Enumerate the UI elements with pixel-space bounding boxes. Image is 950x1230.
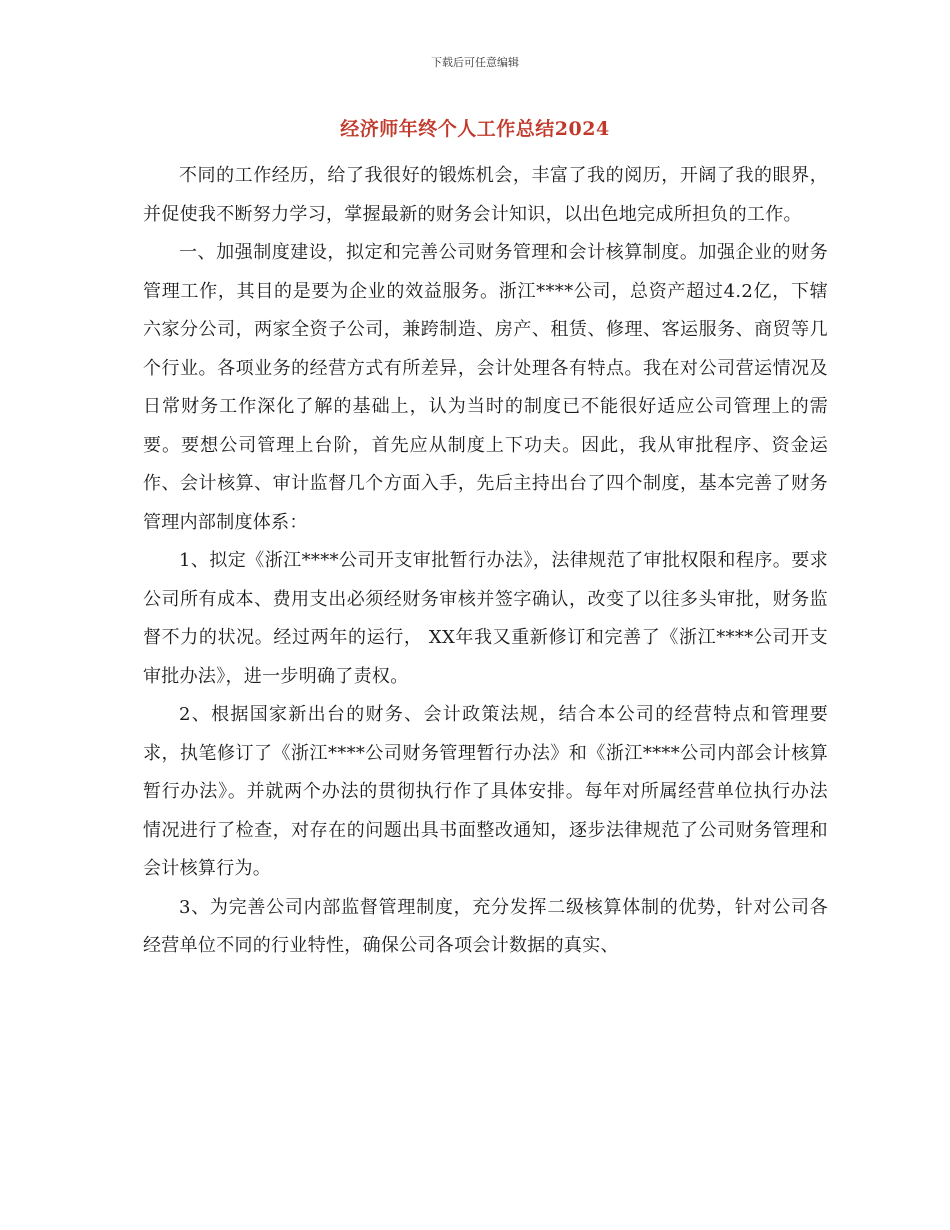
document-body (143, 157, 828, 966)
paragraph-section-1: 一、加强制度建设，拟定和完善公司财务管理和会计核算制度。加强企业的财务管理工作，其目的是要为企业的效益服务。浙江****公司，总资产超过4.2亿，下辖六家分公司，两家全资子公司，兼跨制造、房产、租赁、修理、客运服务、商贸等几个行业。各项业务的经营方式有所差异，会计处理各有特点。我在对公司营运情况及日常财务工作深化了解的基础上，认为当时的制度已不能很好适应公司管理上的需要。要想公司管理上台阶，首先应从制度上下功夫。因此，我从审批程序、资金运作、会计核算、审计监督几个方面入手，先后主持出台了四个制度，基本完善了财务管理内部制度体系： (143, 242, 828, 533)
paragraph-item-3: 3、为完善公司内部监督管理制度，充分发挥二级核算体制的优势，针对公司各经营单位不同的行业特性，确保公司各项会计数据的真实、 (143, 896, 828, 956)
header-note: 下载后可任意编辑 (431, 56, 519, 69)
paragraph-item-2: 2、根据国家新出台的财务、会计政策法规，结合本公司的经营特点和管理要求，执笔修订了《浙江****公司财务管理暂行办法》和《浙江****公司内部会计核算暂行办法》。并就两个办法的贯彻执行作了具体安排。每年对所属经营单位执行办法情况进行了检查，对存在的问题出具书面整改通知，逐步法律规范了公司财务管理和会计核算行为。 (143, 704, 828, 879)
paragraph-intro: 不同的工作经历，给了我很好的锻炼机会，丰富了我的阅历，开阔了我的眼界，并促使我不断努力学习，掌握最新的财务会计知识，以出色地完成所担负的工作。 (143, 165, 828, 225)
paragraph-item-1: 1、拟定《浙江****公司开支审批暂行办法》，法律规范了审批权限和程序。要求公司所有成本、费用支出必须经财务审核并签字确认，改变了以往多头审批，财务监督不力的状况。经过两年的运行， XX年我又重新修订和完善了《浙江****公司开支审批办法》，进一步明确了责权。 (143, 550, 828, 687)
document-title: 经济师年终个人工作总结2024 (340, 118, 610, 140)
